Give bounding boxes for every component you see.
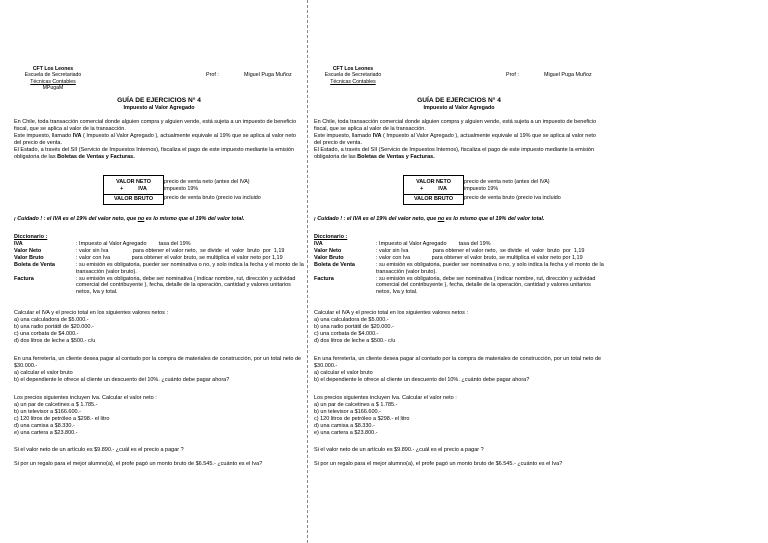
dictionary <box>314 241 604 296</box>
header <box>314 66 604 96</box>
exercise-item: d) dos litros de leche a $500.- c/u <box>314 337 396 344</box>
exercise-item: c) una corbata de $4.000.- <box>314 330 379 337</box>
prof-label: Prof : <box>506 72 519 78</box>
caution-a: ¡ Cuidado ! : el IVA es el 19% del valor neto, que <box>314 216 438 222</box>
intro-p1: En Chile, toda transacción comercial donde alguien compra y alguien vende, está sujeta a un impuesto de beneficio fiscal, que se aplica al valor de la transacción. <box>314 119 597 132</box>
dict-row <box>14 255 304 262</box>
exercise-2 <box>314 356 602 384</box>
caution-b: es lo mismo que el 19% del valor total. <box>144 216 245 222</box>
prof-label: Prof : <box>206 72 219 78</box>
dict-def: : su emisión es obligatoria, pueder ser nominativa o no, y solo indica la fecha y el monto de la transacción (valor bruto). <box>376 261 604 275</box>
page-title: GUÍA DE EJERCICIOS N° 4 <box>417 97 501 104</box>
exercise-1-lead: Calcular el IVA y el precio total en los siguientes valores netos : <box>314 310 468 316</box>
school-line2: Escuela de Secretariado <box>24 72 82 79</box>
value-box <box>403 175 464 205</box>
exercise-5: Si por un regalo para el mejor alumno(a), el profe pagó un monto bruto de $6.545.- ¿cuánto es el Iva? <box>314 461 563 467</box>
worksheet-left <box>14 0 304 543</box>
box-desc1: precio de venta neto (antes del IVA) <box>464 179 550 185</box>
exercise-item: d) una camisa a $8.330.- <box>14 422 75 429</box>
box-valor-neto: VALOR NETO <box>416 179 451 185</box>
exercise-item: e) una cartera a $23.800.- <box>314 429 378 436</box>
dict-def: : valor sin Iva para obtener el valor neto, se divide el valor bruto por 1,19 <box>376 247 585 254</box>
dictionary-title: Diccionario : <box>314 234 348 240</box>
dict-term: Boleta de Venta <box>14 261 55 268</box>
intro-p2a: Este impuesto, llamado <box>314 132 373 139</box>
box-iva: + IVA <box>120 186 147 192</box>
dict-def: : valor sin Iva para obtener el valor neto, se divide el valor bruto por 1,19 <box>76 247 285 254</box>
dict-row <box>14 276 304 297</box>
exercise-item: b) una radio portátil de $20.000.- <box>14 323 94 330</box>
exercise-item: e) una cartera a $23.800.- <box>14 429 78 436</box>
page-divider <box>307 0 308 543</box>
intro-p1: En Chile, toda transacción comercial donde alguien compra y alguien vende, está sujeta a un impuesto de beneficio fiscal, que se aplica al valor de la transacción. <box>14 119 297 132</box>
dict-term: Boleta de Venta <box>314 261 355 268</box>
intro-text <box>14 119 302 160</box>
worksheet-right <box>314 0 604 543</box>
box-desc1: precio de venta neto (antes del IVA) <box>164 179 250 185</box>
dict-term: IVA <box>14 241 23 247</box>
exercise-item: b) el dependiente le ofrece al cliente un descuento del 10%. ¿cuánto debe pagar ahora? <box>314 376 530 383</box>
exercise-2 <box>14 356 302 384</box>
exercise-5: Si por un regalo para el mejor alumno(a), el profe pagó un monto bruto de $6.545.- ¿cuánto es el Iva? <box>14 461 263 467</box>
dictionary-title: Diccionario : <box>14 234 48 240</box>
intro-p3b: Boletas de Ventas y Facturas. <box>357 153 435 160</box>
exercise-3 <box>14 395 302 436</box>
dict-row <box>14 248 304 255</box>
intro-p2c: ( Impuesto al Valor Agregado ), actualmente equivale al 19% que se aplica al valor neto del precio de venta. <box>14 132 296 146</box>
exercise-1 <box>14 310 302 345</box>
intro-p3b: Boletas de Ventas y Facturas. <box>57 153 135 160</box>
school-line4: MPugaM <box>42 84 64 91</box>
school-block <box>18 66 88 91</box>
school-block <box>318 66 388 85</box>
intro-p2 <box>314 133 602 147</box>
exercise-3 <box>314 395 602 436</box>
caution-a: ¡ Cuidado ! : el IVA es el 19% del valor neto, que <box>14 216 138 222</box>
exercise-3-lead: Los precios siguientes incluyen Iva. Calcular el valor neto : <box>14 395 157 401</box>
dict-row <box>314 255 604 262</box>
exercise-4: Si el valor neto de un artículo es $9.890.- ¿cuál es el precio a pagar ? <box>314 447 484 453</box>
dict-row <box>314 241 604 248</box>
exercise-item: a) un par de calcetines a $ 1.785.- <box>14 401 98 408</box>
caution-note <box>14 216 244 222</box>
prof-name: Miguel Puga Muñoz <box>244 72 292 78</box>
exercise-4: Si el valor neto de un artículo es $9.890.- ¿cuál es el precio a pagar ? <box>14 447 184 453</box>
dict-term: Valor Bruto <box>314 254 344 261</box>
intro-p3 <box>314 147 602 161</box>
page-subtitle: Impuesto al Valor Agregado <box>423 105 495 111</box>
dictionary <box>14 241 304 296</box>
dict-term: Valor Neto <box>314 247 342 254</box>
value-box <box>103 175 164 205</box>
dict-def: : Impuesto al Valor Agregado tasa del 19% <box>376 241 491 247</box>
school-line3: Técnicas Contables <box>330 78 376 85</box>
dict-def: : su emisión es obligatoria, debe ser nominativa ( indicar nombre, rut, dirección y actividad comercial del contribuyente ), fecha, detalle de la operación, cantidad y valores unitarios netos, Iva y total. <box>376 275 596 296</box>
box-iva: + IVA <box>420 186 447 192</box>
dict-term: Valor Neto <box>14 247 42 254</box>
dict-def: : valor con Iva para obtener el valor bruto, se multiplica el valor neto por 1,19 <box>376 254 583 261</box>
exercise-1-lead: Calcular el IVA y el precio total en los siguientes valores netos : <box>14 310 168 316</box>
exercise-item: b) un televisor a $166.600.- <box>314 408 381 415</box>
box-desc2: impuesto 19% <box>464 186 499 193</box>
box-valor-bruto: VALOR BRUTO <box>404 194 463 202</box>
exercise-item: b) el dependiente le ofrece al cliente un descuento del 10%. ¿cuánto debe pagar ahora? <box>14 376 230 383</box>
dict-term: Valor Bruto <box>14 254 44 261</box>
intro-p2a: Este impuesto, llamado <box>14 132 73 139</box>
intro-p2 <box>14 133 302 147</box>
box-descriptions <box>464 178 561 202</box>
intro-p3a: El Estado, a través del SII (Servicio de Impuestos Internos), fiscaliza el pago de este impuesto mediante la emisión obligatoria de las <box>14 146 295 160</box>
school-name: CFT Los Leones <box>332 66 374 72</box>
exercise-2-lead: En una ferretería, un cliente desea pagar al contado por la compra de materiales de construcción, por un total neto de $30.000.- <box>14 356 302 369</box>
dict-term: Factura <box>314 275 334 282</box>
dict-def: : su emisión es obligatoria, debe ser nominativa ( indicar nombre, rut, dirección y actividad comercial del contribuyente ), fecha, detalle de la operación, cantidad y valores unitarios netos, Iva y total. <box>76 275 296 296</box>
page-subtitle: Impuesto al Valor Agregado <box>123 105 195 111</box>
intro-text <box>314 119 602 160</box>
box-desc2: impuesto 19% <box>164 186 199 193</box>
dict-row <box>14 241 304 248</box>
exercise-item: a) una calculadora de $5.000.- <box>314 316 389 323</box>
dict-term: Factura <box>14 275 34 282</box>
intro-p2b: IVA <box>72 132 82 139</box>
caution-no: no <box>437 216 445 222</box>
school-line3: Técnicas Contables <box>30 78 76 85</box>
exercise-item: a) una calculadora de $5.000.- <box>14 316 89 323</box>
header <box>14 66 304 96</box>
exercise-2-lead: En una ferretería, un cliente desea pagar al contado por la compra de materiales de construcción, por un total neto de $30.000.- <box>314 356 602 369</box>
dict-row <box>314 276 604 297</box>
box-descriptions <box>164 178 261 202</box>
exercise-item: b) un televisor a $166.600.- <box>14 408 81 415</box>
dict-row <box>314 262 604 276</box>
school-line2: Escuela de Secretariado <box>324 72 382 79</box>
exercise-item: c) una corbata de $4.000.- <box>14 330 79 337</box>
intro-p2c: ( Impuesto al Valor Agregado ), actualmente equivale al 19% que se aplica al valor neto del precio de venta. <box>314 132 596 146</box>
page-title: GUÍA DE EJERCICIOS N° 4 <box>117 97 201 104</box>
exercise-item: c) 120 litros de petróleo a $298.- el litro <box>314 415 410 422</box>
box-desc3: precio de venta bruto (precio iva incluido <box>164 194 261 201</box>
prof-name: Miguel Puga Muñoz <box>544 72 592 78</box>
exercise-item: a) calcular el valor bruto <box>314 369 373 376</box>
exercise-item: d) dos litros de leche a $500.- c/u <box>14 337 96 344</box>
exercise-item: c) 120 litros de petróleo a $298.- el litro <box>14 415 110 422</box>
exercise-1 <box>314 310 602 345</box>
caution-b: es lo mismo que el 19% del valor total. <box>444 216 545 222</box>
exercise-item: a) calcular el valor bruto <box>14 369 73 376</box>
exercise-item: b) una radio portátil de $20.000.- <box>314 323 394 330</box>
intro-p3a: El Estado, a través del SII (Servicio de Impuestos Internos), fiscaliza el pago de este impuesto mediante la emisión obligatoria de las <box>314 146 595 160</box>
exercise-item: d) una camisa a $8.330.- <box>314 422 375 429</box>
dict-row <box>14 262 304 276</box>
box-desc3: precio de venta bruto (precio iva incluido <box>464 194 561 201</box>
caution-no: no <box>137 216 145 222</box>
box-valor-neto: VALOR NETO <box>116 179 151 185</box>
dict-term: IVA <box>314 241 323 247</box>
school-name: CFT Los Leones <box>32 66 74 72</box>
intro-p2b: IVA <box>372 132 382 139</box>
dict-def: : Impuesto al Valor Agregado tasa del 19% <box>76 241 191 247</box>
dict-row <box>314 248 604 255</box>
exercise-item: a) un par de calcetines a $ 1.785.- <box>314 401 398 408</box>
exercise-3-lead: Los precios siguientes incluyen Iva. Calcular el valor neto : <box>314 395 457 401</box>
dict-def: : valor con Iva para obtener el valor bruto, se multiplica el valor neto por 1,19 <box>76 254 283 261</box>
intro-p3 <box>14 147 302 161</box>
dict-def: : su emisión es obligatoria, pueder ser nominativa o no, y solo indica la fecha y el monto de la transacción (valor bruto). <box>76 261 304 275</box>
box-valor-bruto: VALOR BRUTO <box>104 194 163 202</box>
caution-note <box>314 216 544 222</box>
